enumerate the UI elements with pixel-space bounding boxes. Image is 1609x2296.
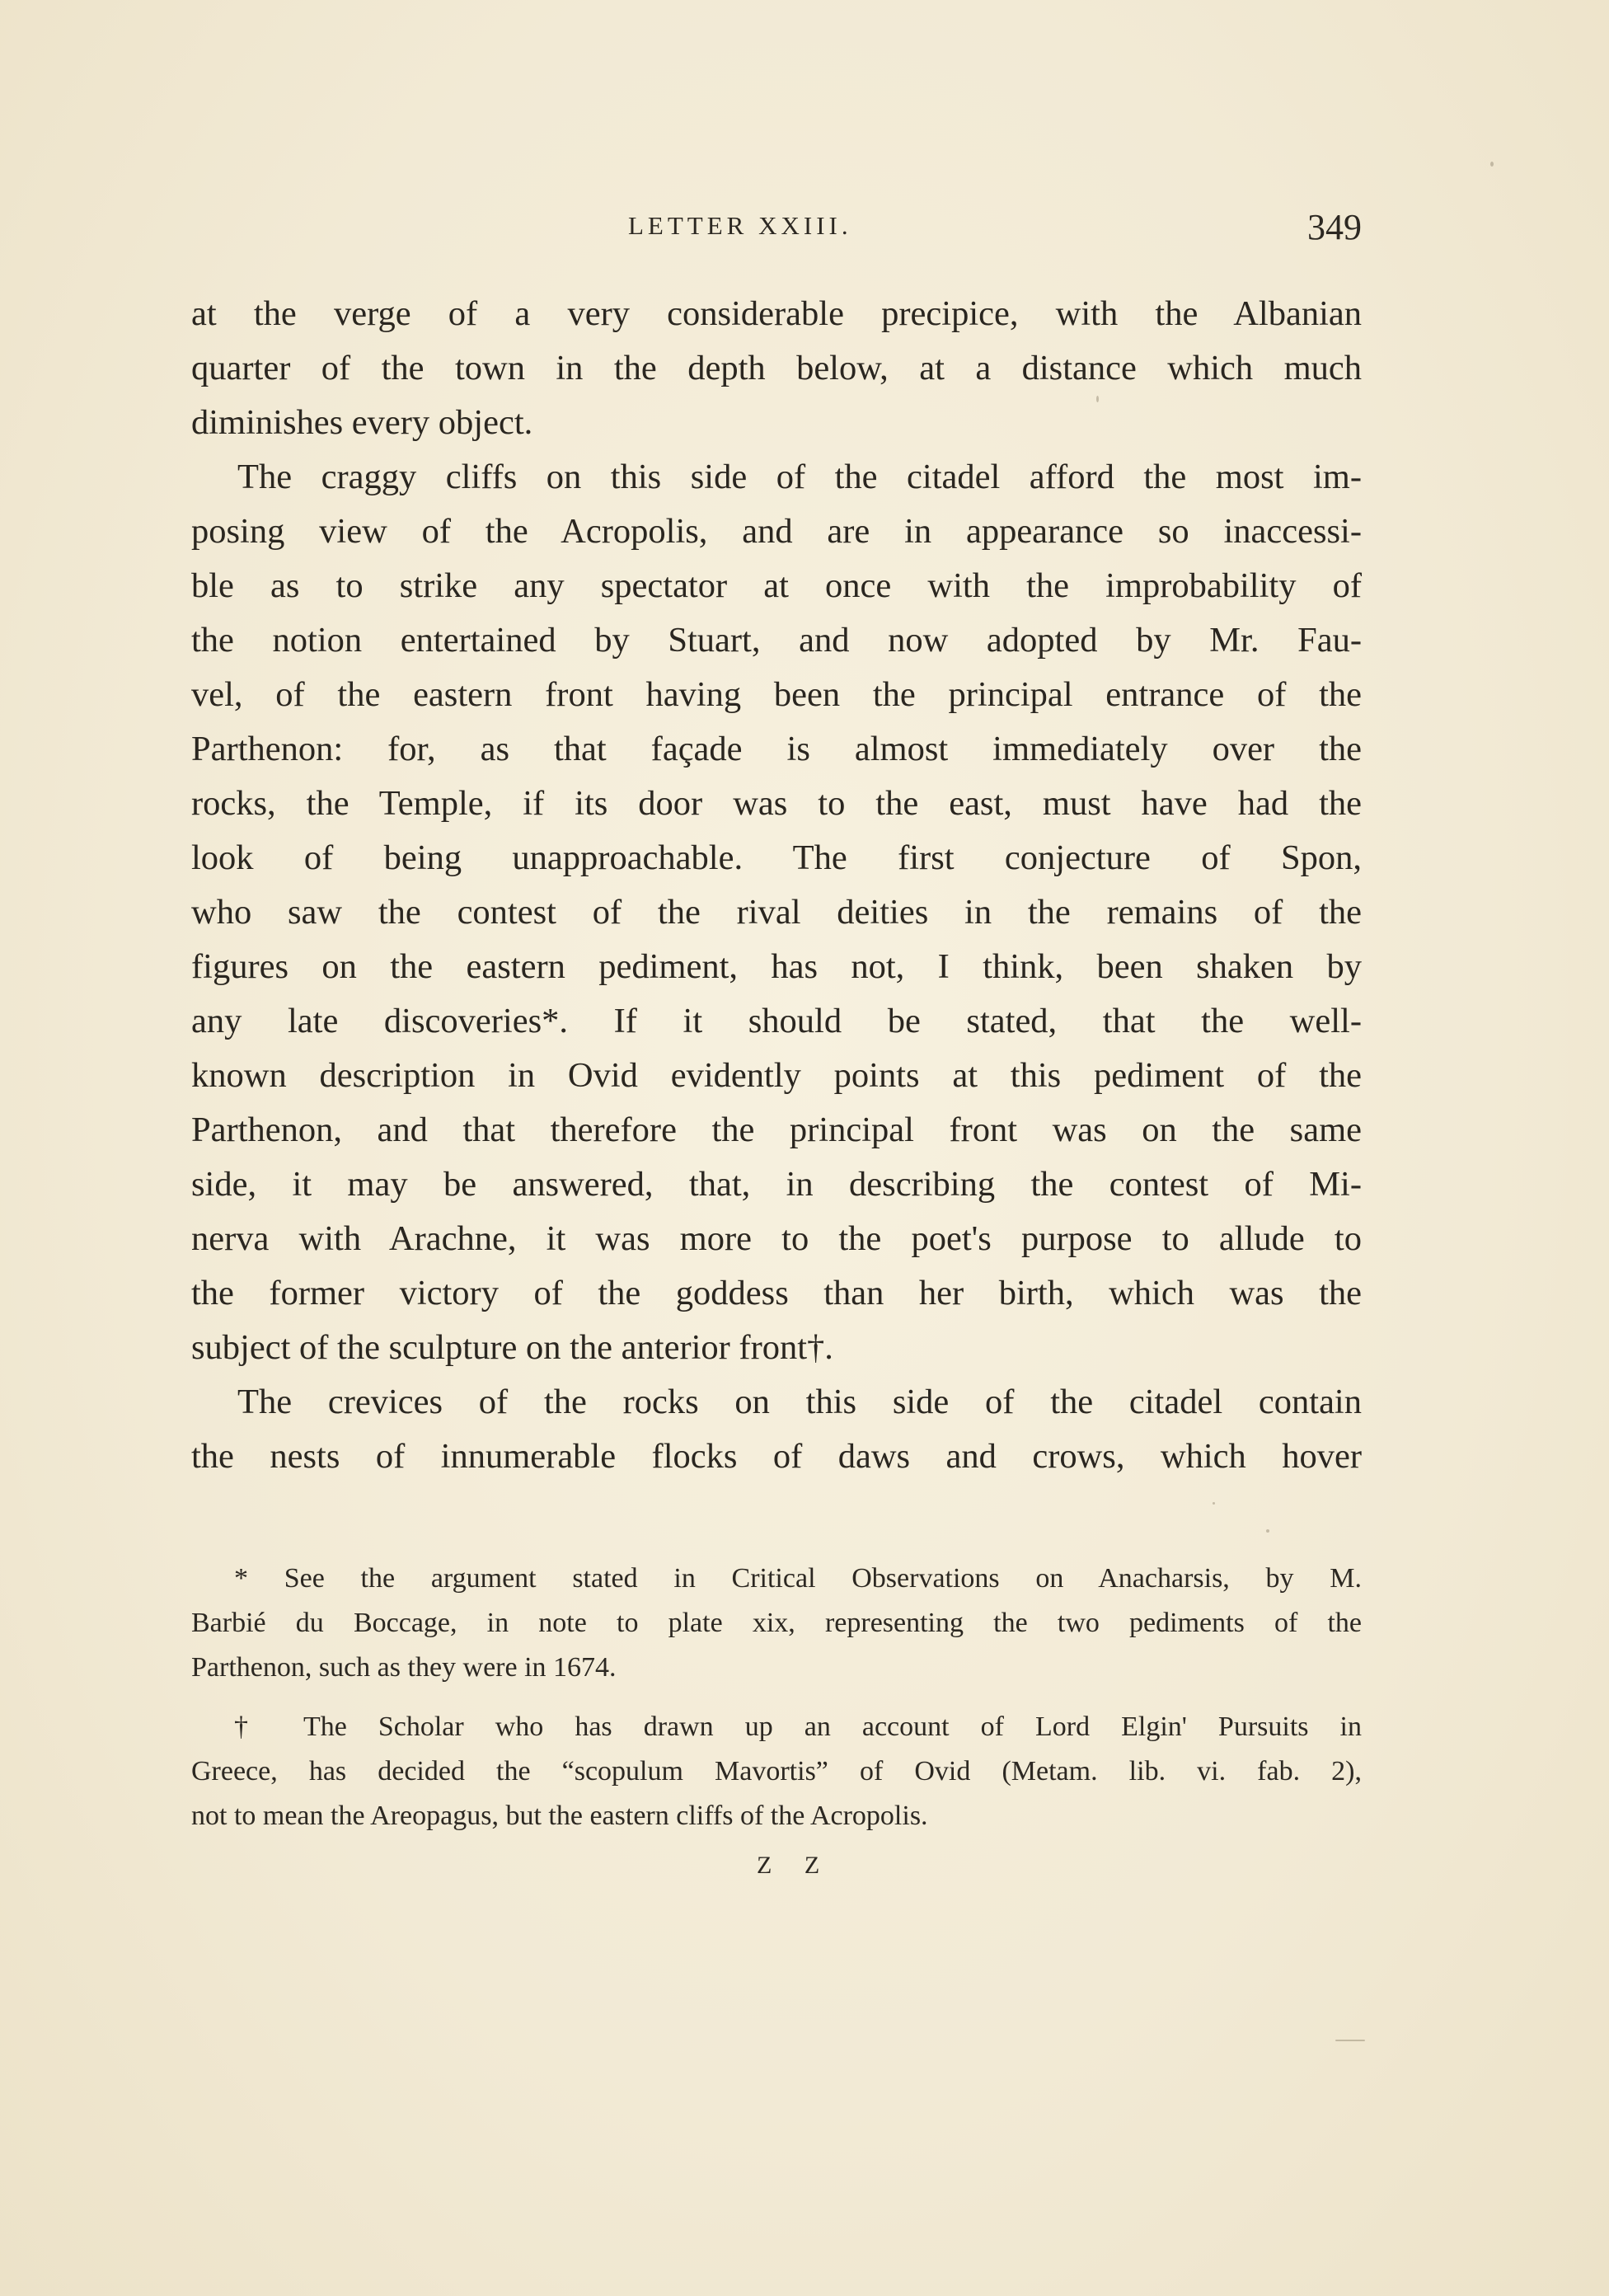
footnotes xyxy=(191,1556,1362,1838)
text-line: ble as to strike any spectator at once with the improbability of xyxy=(191,566,1362,605)
paper-speck xyxy=(1490,162,1494,167)
footnote-line: * See the argument stated in Critical Observations on Anacharsis, by M. xyxy=(234,1563,1362,1594)
footnote-2 xyxy=(191,1705,1362,1838)
text-line: The craggy cliffs on this side of the citadel afford the most im- xyxy=(237,458,1362,496)
running-head xyxy=(191,206,1362,256)
text-line: diminishes every object. xyxy=(191,403,533,442)
text-line: who saw the contest of the rival deities in the remains of the xyxy=(191,893,1362,932)
text-line: side, it may be answered, that, in describing the contest of Mi- xyxy=(191,1165,1362,1204)
text-line: Parthenon, and that therefore the principal front was on the same xyxy=(191,1110,1362,1149)
paper-speck xyxy=(1266,1529,1269,1533)
footnote-line: Parthenon, such as they were in 1674. xyxy=(191,1652,617,1683)
body-text xyxy=(191,287,1362,1484)
footnote-1 xyxy=(191,1556,1362,1690)
footnote-gap xyxy=(191,1690,1362,1705)
text-line: known description in Ovid evidently points at this pediment of the xyxy=(191,1056,1362,1095)
footnote-line: Greece, has decided the “scopulum Mavortis” of Ovid (Metam. lib. vi. fab. 2), xyxy=(191,1756,1362,1787)
text-line: posing view of the Acropolis, and are in appearance so inaccessi- xyxy=(191,512,1362,551)
text-line: the former victory of the goddess than her birth, which was the xyxy=(191,1274,1362,1312)
paper-speck xyxy=(1096,396,1099,402)
page-number: 349 xyxy=(1307,207,1362,247)
text-line: any late discoveries*. If it should be stated, that the well- xyxy=(191,1002,1362,1040)
text-line: The crevices of the rocks on this side of the citadel contain xyxy=(237,1383,1362,1421)
text-line: look of being unapproachable. The first conjecture of Spon, xyxy=(191,838,1362,877)
text-line: quarter of the town in the depth below, at a distance which much xyxy=(191,349,1362,387)
text-line: Parthenon: for, as that façade is almost immediately over the xyxy=(191,730,1362,768)
footnote-line: Barbié du Boccage, in note to plate xix, representing the two pediments of the xyxy=(191,1608,1362,1638)
text-line: the nests of innumerable flocks of daws and crows, which hover xyxy=(191,1437,1362,1476)
text-line: figures on the eastern pediment, has not, I think, been shaken by xyxy=(191,947,1362,986)
running-title: LETTER XXIII. xyxy=(628,211,852,240)
text-line: at the verge of a very considerable precipice, with the Albanian xyxy=(191,294,1362,333)
signature-mark: Z Z xyxy=(757,1852,833,1879)
text-line: nerva with Arachne, it was more to the poet's purpose to allude to xyxy=(191,1219,1362,1258)
text-line: subject of the sculpture on the anterior front†. xyxy=(191,1328,833,1367)
paper-speck xyxy=(1213,1502,1215,1505)
text-line: the notion entertained by Stuart, and now adopted by Mr. Fau- xyxy=(191,621,1362,660)
paper-speck xyxy=(1335,2040,1365,2041)
footnote-line: not to mean the Areopagus, but the eastern cliffs of the Acropolis. xyxy=(191,1801,928,1831)
footnote-line: † The Scholar who has drawn up an account of Lord Elgin' Pursuits in xyxy=(234,1711,1362,1742)
text-line: rocks, the Temple, if its door was to the east, must have had the xyxy=(191,784,1362,823)
text-line: vel, of the eastern front having been the principal entrance of the xyxy=(191,675,1362,714)
